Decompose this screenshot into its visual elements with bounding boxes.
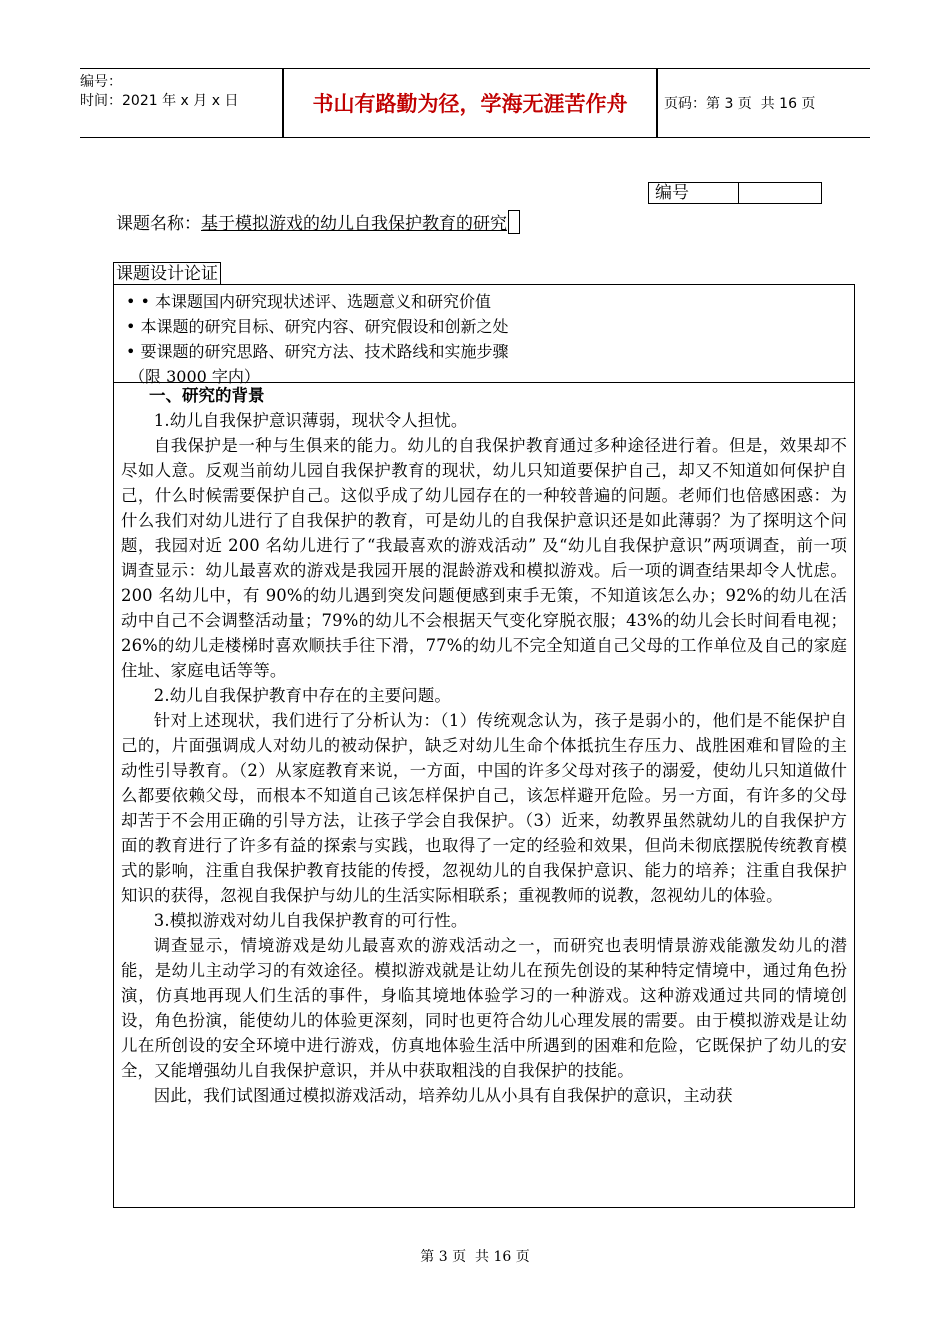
prompt-limit: （限 3000 字内） xyxy=(129,367,260,386)
topic-label: 课题名称： xyxy=(116,214,201,234)
header-divider xyxy=(656,69,658,137)
design-content xyxy=(114,383,854,1108)
serial-number-label: 编号 xyxy=(649,183,739,203)
header-meta xyxy=(80,69,280,141)
paragraph: 调查显示，情境游戏是幼儿最喜欢的游戏活动之一，而研究也表明情景游戏能激发幼儿的潜能，是幼儿主动学习的有效途径。模拟游戏就是让幼儿在预先创设的某种特定情境中，通过角色扮演，仿真地再现人们生活的事件，身临其境地体验学习的一种游戏。这种游戏通过共同的情境创设，角色扮演，能使幼儿的体验更深刻，同时也更符合幼儿心理发展的需要。由于模拟游戏是让幼儿在所创设的安全环境中进行游戏，仿真地体验生活中所遇到的困难和危险，它既保护了幼儿的安全，又能增强幼儿自我保护意识，并从中获取粗浅的自我保护的技能。 xyxy=(121,936,847,1080)
topic-checkbox xyxy=(508,210,520,234)
header-time: 时间：2021 年 x 月 x 日 xyxy=(80,93,239,109)
header-page-info: 页码：第 3 页 共 16 页 xyxy=(664,96,816,112)
header-motto: 书山有路勤为径，学海无涯苦作舟 xyxy=(312,92,628,116)
design-prompt xyxy=(114,285,854,386)
serial-number-value xyxy=(739,183,821,203)
subheading: 3.模拟游戏对幼儿自我保护教育的可行性。 xyxy=(153,911,468,930)
topic-name: 基于模拟游戏的幼儿自我保护教育的研究 xyxy=(201,214,507,234)
page-header xyxy=(80,68,870,138)
page-footer: 第 3 页 共 16 页 xyxy=(420,1249,530,1265)
design-section-label: 课题设计论证 xyxy=(113,262,221,285)
subheading: 2.幼儿自我保护教育中存在的主要问题。 xyxy=(153,686,451,705)
header-serial-label: 编号： xyxy=(80,74,122,90)
design-table xyxy=(113,284,855,1208)
paragraph: 针对上述现状，我们进行了分析认为：（1）传统观念认为，孩子是弱小的，他们是不能保护自己的，片面强调成人对幼儿的被动保护，缺乏对幼儿生命个体抵抗生存压力、战胜困难和冒险的主动性引导教育。（2）从家庭教育来说，一方面，中国的许多父母对孩子的溺爱，使幼儿只知道做什么都要依赖父母，而根本不知道自己该怎样保护自己，该怎样避开危险。另一方面，有许多的父母却苦于不会用正确的引导方法，让孩子学会自我保护。（3）近来，幼教界虽然就幼儿的自我保护方面的教育进行了许多有益的探索与实践，也取得了一定的经验和效果，但尚未彻底摆脱传统教育模式的影响，注重自我保护教育技能的传授，忽视幼儿的自我保护意识、能力的培养；注重自我保护知识的获得，忽视自我保护与幼儿的生活实际相联系；重视教师的说教，忽视幼儿的体验。 xyxy=(121,711,847,905)
topic-line xyxy=(116,210,520,237)
section-title: 一、研究的背景 xyxy=(149,386,265,405)
serial-number-box xyxy=(648,182,822,204)
subheading: 1.幼儿自我保护意识薄弱，现状令人担忧。 xyxy=(153,411,468,430)
prompt-item: • 本课题的研究目标、研究内容、研究假设和创新之处 xyxy=(126,317,509,336)
prompt-item: • 要课题的研究思路、研究方法、技术路线和实施步骤 xyxy=(126,342,509,361)
paragraph: 自我保护是一种与生俱来的能力。幼儿的自我保护教育通过多种途径进行着。但是，效果却不尽如人意。反观当前幼儿园自我保护教育的现状，幼儿只知道要保护自己，却又不知道如何保护自己，什么时候需要保护自己。这似乎成了幼儿园存在的一种较普遍的问题。老师们也倍感困惑：为什么我们对幼儿进行了自我保护的教育，可是幼儿的自我保护意识还是如此薄弱？为了探明这个问题，我园对近 200 名幼儿进行了“我最喜欢的游戏活动” 及“幼儿自我保护意识”两项调查，前一项调查显示：幼儿最喜欢的游戏是我园开展的混龄游戏和模拟游戏。后一项的调查结果却令人忧虑。200 名幼儿中，有 90%的幼儿遇到突发问题便感到束手无策，不知道该怎么办；92%的幼儿在活动中自己不会调整活动量；79%的幼儿不会根据天气变化穿脱衣服；43%的幼儿会长时间看电视；26%的幼儿走楼梯时喜欢顺扶手往下滑，77%的幼儿不完全知道自己父母的工作单位及自己的家庭住址、家庭电话等等。 xyxy=(121,436,847,680)
paragraph: 因此，我们试图通过模拟游戏活动，培养幼儿从小具有自我保护的意识，主动获 xyxy=(153,1086,733,1105)
prompt-item: • • 本课题国内研究现状述评、选题意义和研究价值 xyxy=(126,292,492,311)
